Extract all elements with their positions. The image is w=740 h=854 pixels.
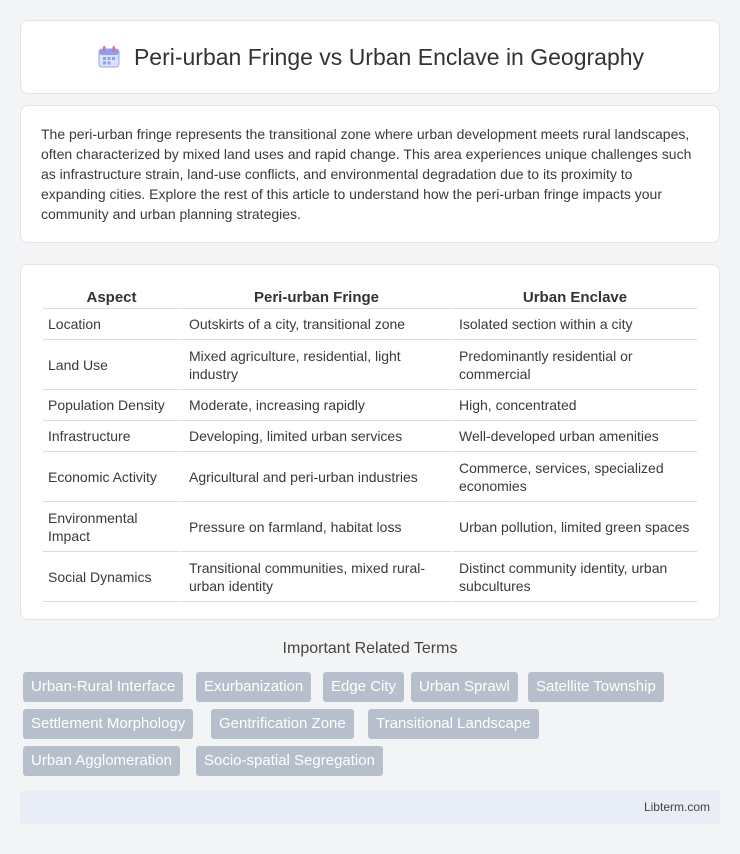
table-cell: Outskirts of a city, transitional zone (180, 309, 450, 340)
tag-gentrification-zone[interactable]: Gentrification Zone (211, 709, 354, 739)
footer-brand[interactable]: Libterm.com (643, 800, 710, 814)
table-row (43, 502, 697, 552)
header-aspect: Aspect (43, 285, 180, 309)
title-card (20, 20, 720, 94)
tag-exurbanization[interactable]: Exurbanization (196, 672, 311, 702)
table-cell: Developing, limited urban services (180, 421, 450, 452)
header-urban-enclave: Urban Enclave (450, 285, 697, 309)
table-cell: Pressure on farmland, habitat loss (180, 502, 450, 552)
tag-urban-agglomeration[interactable]: Urban Agglomeration (23, 746, 180, 776)
tag-satellite-township[interactable]: Satellite Township (528, 672, 664, 702)
table-row (43, 309, 697, 340)
table-cell: Agricultural and peri-urban industries (180, 452, 450, 502)
intro-text: The peri-urban fringe represents the transitional zone where urban development meets rural landscapes, often characterized by mixed land uses and rapid change. This area experiences unique challenges such as infrastructure strain, land-use conflicts, and environmental degradation due to its proximity to expanding cities. Explore the rest of this article to understand how the peri-urban fringe impacts your community and urban planning strategies. (41, 126, 692, 222)
table-cell: Distinct community identity, urban subcultures (450, 552, 697, 602)
table-cell: Urban pollution, limited green spaces (450, 502, 697, 552)
calendar-icon (96, 44, 122, 70)
table-cell: Predominantly residential or commercial (450, 340, 697, 390)
table-cell: Social Dynamics (43, 552, 180, 602)
table-cell: Transitional communities, mixed rural-urban identity (180, 552, 450, 602)
page-title: Peri-urban Fringe vs Urban Enclave in Geography (133, 43, 645, 70)
comparison-table-card (20, 264, 720, 620)
tag-urban-sprawl[interactable]: Urban Sprawl (411, 672, 518, 702)
footer (20, 791, 720, 824)
tag-settlement-morphology[interactable]: Settlement Morphology (23, 709, 193, 739)
intro-card (20, 105, 720, 243)
table-header-row (43, 285, 697, 309)
header-peri-urban-fringe: Peri-urban Fringe (180, 285, 450, 309)
related-terms-title: Important Related Terms (282, 640, 458, 657)
table-cell: Mixed agriculture, residential, light industry (180, 340, 450, 390)
table-cell: Economic Activity (43, 452, 180, 502)
comparison-table (43, 285, 697, 602)
tag-transitional-landscape[interactable]: Transitional Landscape (368, 709, 539, 739)
tag-socio-spatial-segregation[interactable]: Socio-spatial Segregation (196, 746, 383, 776)
table-row (43, 390, 697, 421)
table-cell: High, concentrated (450, 390, 697, 421)
table-row (43, 421, 697, 452)
table-row (43, 340, 697, 390)
table-cell: Infrastructure (43, 421, 180, 452)
tag-edge-city[interactable]: Edge City (323, 672, 404, 702)
table-cell: Isolated section within a city (450, 309, 697, 340)
table-row (43, 552, 697, 602)
table-cell: Land Use (43, 340, 180, 390)
table-cell: Well-developed urban amenities (450, 421, 697, 452)
table-cell: Commerce, services, specialized economies (450, 452, 697, 502)
table-cell: Environmental Impact (43, 502, 180, 552)
table-cell: Population Density (43, 390, 180, 421)
table-cell: Moderate, increasing rapidly (180, 390, 450, 421)
table-cell: Location (43, 309, 180, 340)
table-row (43, 452, 697, 502)
tag-urban-rural-interface[interactable]: Urban-Rural Interface (23, 672, 183, 702)
